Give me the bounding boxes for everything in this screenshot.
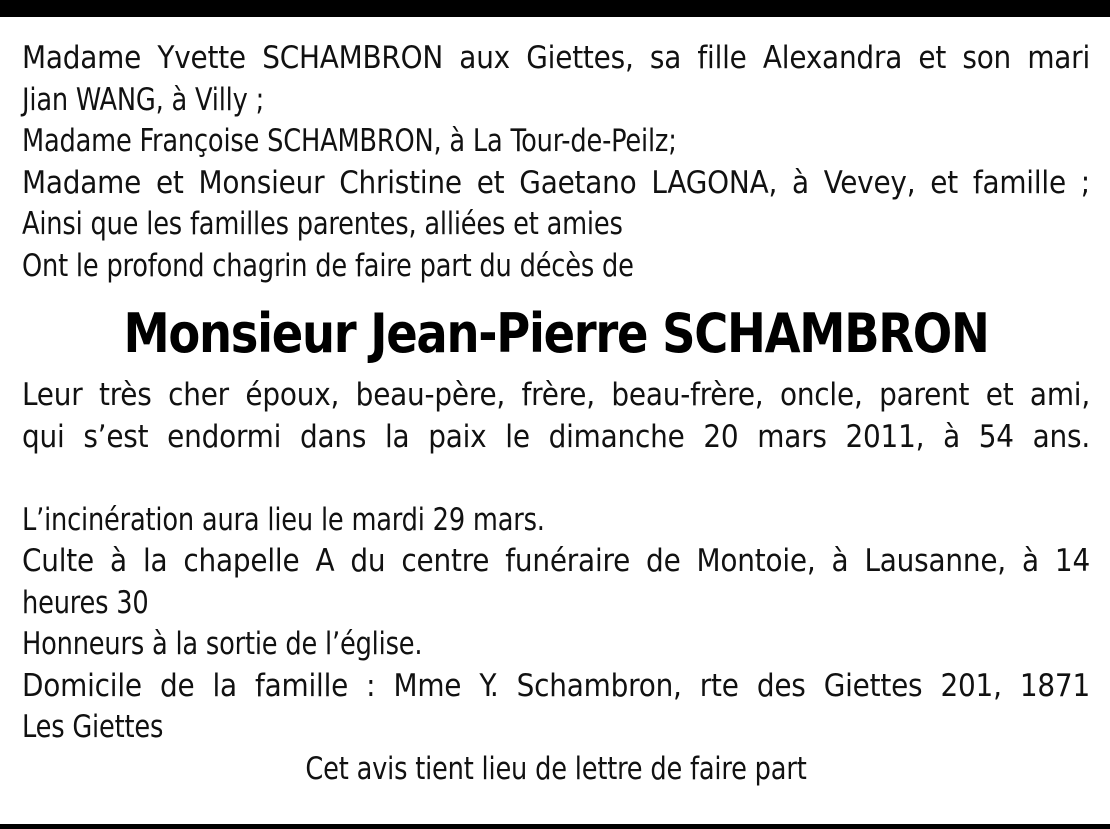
family-line-1: Madame Yvette SCHAMBRON aux Giettes, sa fille Alexandra et son mari [22,40,1090,76]
family-line-5: Ainsi que les familles parentes, alliées et amies [22,206,623,242]
ceremony-line-3: heures 30 [22,584,149,621]
ceremony-line-4: Honneurs à la sortie de l’église. [22,626,423,662]
ceremony-line-2: Culte à la chapelle A du centre funéraire de Montoie, à Lausanne, à 14 [22,543,1090,579]
ceremony-line-6: Les Giettes [22,709,164,745]
family-line-2: Jian WANG, à Villy ; [22,81,265,118]
paragraph-spacer [22,458,1090,500]
death-notice [22,38,1090,790]
family-line-4: Madame et Monsieur Christine et Gaetano LAGONA, à Vevey, et famille ; [22,164,1090,201]
bottom-border-rule [0,824,1110,829]
family-line-6: Ont le profond chagrin de faire part du décès de [22,247,634,284]
closing-line: Cet avis tient lieu de lettre de faire part [305,750,807,787]
description-line-2: qui s’est endormi dans la paix le dimanche 20 mars 2011, à 54 ans. [22,418,1090,455]
family-line-3: Madame Françoise SCHAMBRON, à La Tour-de-Peilz; [22,123,677,159]
top-border-rule [0,0,1110,17]
ceremony-line-1: L’incinération aura lieu le mardi 29 mars. [22,501,545,538]
description-line-1: Leur très cher époux, beau-père, frère, beau-frère, oncle, parent et ami, [22,377,1090,413]
deceased-name-heading: Monsieur Jean-Pierre SCHAMBRON [123,302,989,365]
ceremony-line-5: Domicile de la famille : Mme Y. Schambron, rte des Giettes 201, 1871 [22,667,1090,704]
